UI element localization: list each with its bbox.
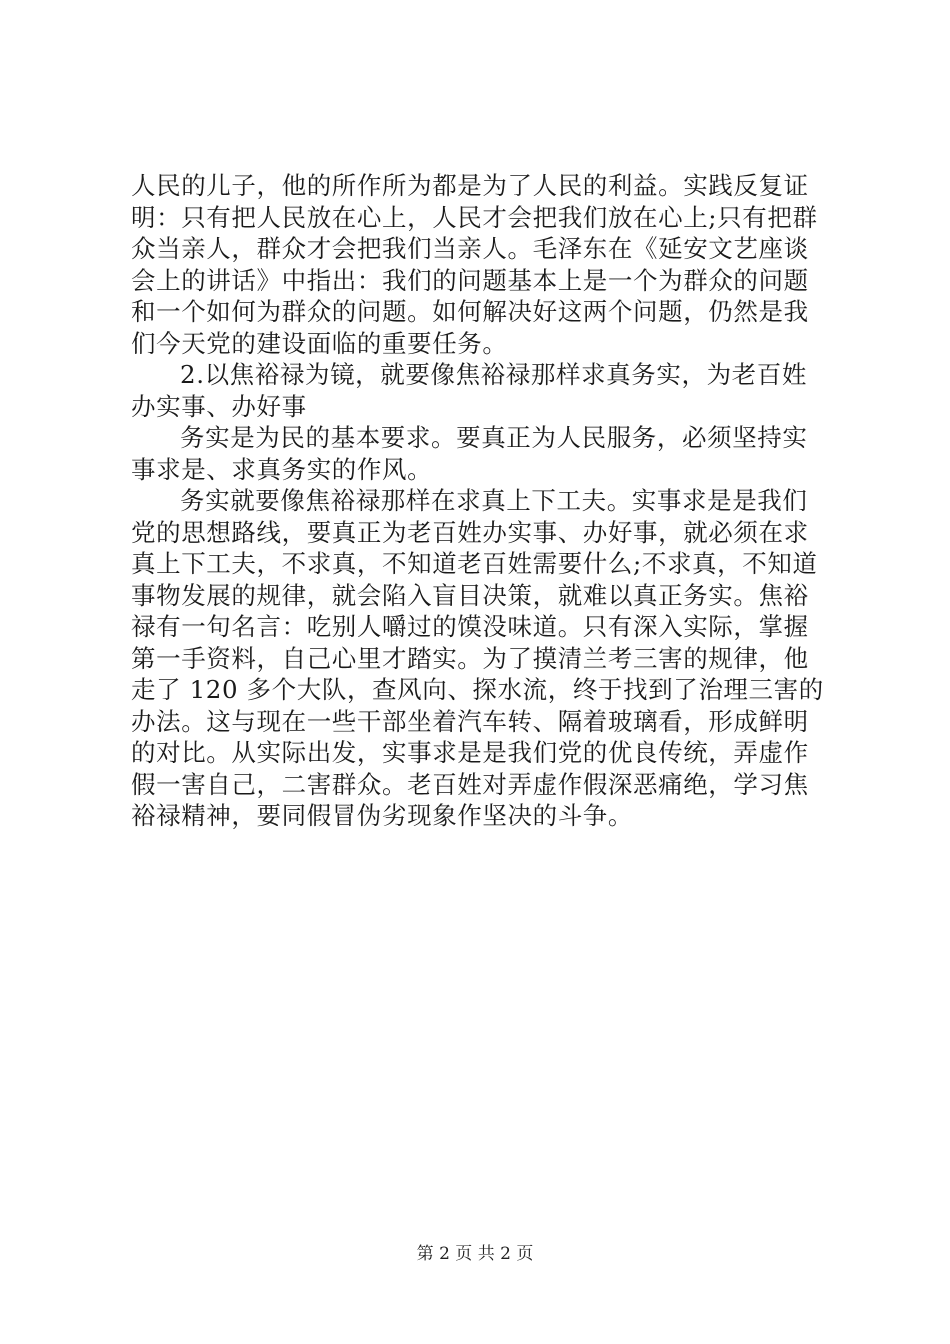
body-line: 真上下工夫，不求真，不知道老百姓需要什么;不求真，不知道 — [131, 549, 818, 578]
body-line: 办法。这与现在一些干部坐着汽车转、隔着玻璃看，形成鲜明 — [131, 706, 809, 736]
body-line: 明：只有把人民放在心上，人民才会把我们放在心上;只有把群 — [131, 202, 818, 232]
page-number-footer: 第 2 页 共 2 页 — [416, 1244, 534, 1264]
body-line: 事物发展的规律，就会陷入盲目决策，就难以真正务实。焦裕 — [131, 580, 809, 610]
body-line: 禄有一句名言：吃别人嚼过的馍没味道。只有深入实际，掌握 — [131, 612, 809, 641]
body-line: 假一害自己，二害群众。老百姓对弄虚作假深恶痛绝，学习焦 — [131, 769, 809, 799]
section-heading-line: 办实事、办好事 — [131, 391, 307, 421]
body-line: 走了 120 多个大队，查风向、探水流，终于找到了治理三害的 — [131, 675, 824, 704]
body-line: 们今天党的建设面临的重要任务。 — [131, 328, 508, 358]
body-line: 裕禄精神，要同假冒伪劣现象作坚决的斗争。 — [131, 801, 633, 830]
body-line: 众当亲人，群众才会把我们当亲人。毛泽东在《延安文艺座谈 — [131, 234, 809, 263]
body-line: 党的思想路线，要真正为老百姓办实事、办好事，就必须在求 — [131, 517, 809, 547]
body-line: 会上的讲话》中指出：我们的问题基本上是一个为群众的问题 — [131, 265, 809, 295]
body-line: 的对比。从实际出发，实事求是是我们党的优良传统，弄虚作 — [131, 738, 809, 767]
body-line: 人民的儿子，他的所作所为都是为了人民的利益。实践反复证 — [131, 171, 809, 200]
body-line: 和一个如何为群众的问题。如何解决好这两个问题，仍然是我 — [131, 297, 809, 326]
body-line: 第一手资料，自己心里才踏实。为了摸清兰考三害的规律，他 — [131, 643, 809, 673]
body-line: 务实就要像焦裕禄那样在求真上下工夫。实事求是是我们 — [180, 486, 808, 515]
section-heading-line: 2.以焦裕禄为镜，就要像焦裕禄那样求真务实，为老百姓 — [180, 360, 807, 389]
body-line: 务实是为民的基本要求。要真正为人民服务，必须坚持实 — [180, 423, 808, 452]
body-line: 事求是、求真务实的作风。 — [131, 454, 433, 484]
document-body — [131, 170, 831, 832]
